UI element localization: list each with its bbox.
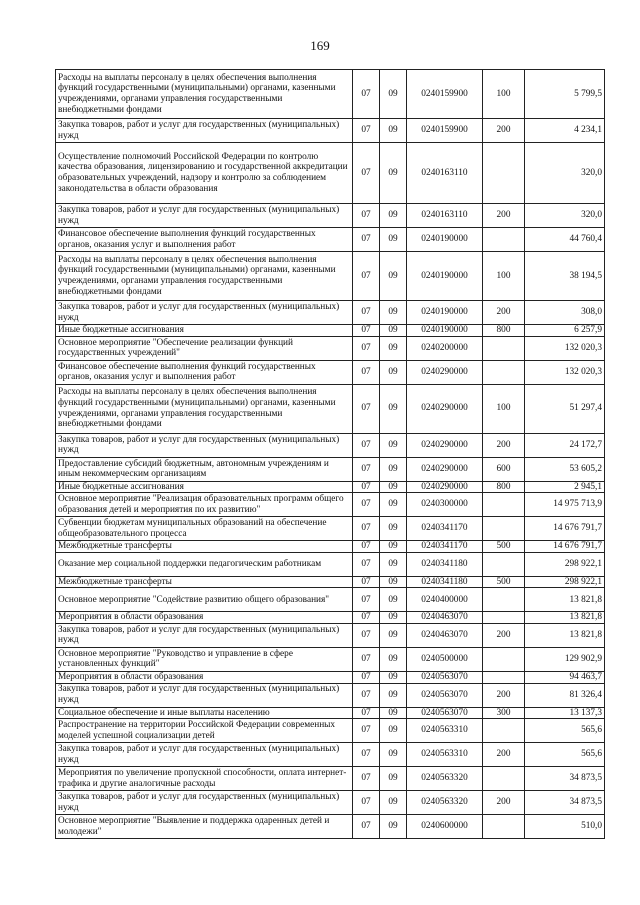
row-target-cell: 0240163110 (407, 143, 483, 204)
row-type-cell: 800 (483, 325, 525, 337)
row-type-cell (483, 552, 525, 576)
table-row (56, 671, 605, 683)
row-section-cell: 07 (353, 671, 380, 683)
page-number: 169 (310, 38, 330, 53)
row-target-cell: 0240200000 (407, 336, 483, 360)
row-sum-cell: 34 873,5 (525, 767, 605, 791)
row-section-cell: 07 (353, 143, 380, 204)
row-type-cell (483, 588, 525, 612)
row-name-cell: Мероприятия по увеличение пропускной способности, оплата интернет-трафика и другие аналогичные расходы (56, 767, 353, 791)
row-subsection-cell: 09 (380, 119, 407, 143)
row-sum-cell: 565,6 (525, 719, 605, 743)
row-section-cell: 07 (353, 815, 380, 839)
row-type-cell: 100 (483, 384, 525, 433)
row-section-cell: 07 (353, 204, 380, 228)
row-target-cell: 0240563070 (407, 707, 483, 719)
row-sum-cell: 53 605,2 (525, 457, 605, 481)
row-subsection-cell: 09 (380, 576, 407, 588)
row-target-cell: 0240159900 (407, 70, 483, 119)
row-type-cell: 500 (483, 541, 525, 553)
table-row (56, 767, 605, 791)
row-name-cell: Основное мероприятие "Реализация образовательных программ общего образования детей и мероприятия по их развитию" (56, 493, 353, 517)
row-subsection-cell: 09 (380, 204, 407, 228)
row-target-cell: 0240400000 (407, 588, 483, 612)
table-row (56, 707, 605, 719)
row-subsection-cell: 09 (380, 517, 407, 541)
row-section-cell: 07 (353, 623, 380, 647)
row-subsection-cell: 09 (380, 301, 407, 325)
row-target-cell: 0240500000 (407, 647, 483, 671)
row-name-cell: Финансовое обеспечение выполнения функций государственных органов, оказания услуг и выполнения работ (56, 360, 353, 384)
row-name-cell: Расходы на выплаты персоналу в целях обеспечения выполнения функций государственными (муниципальными) органами, казенными учреждениями, органами управления государственными внебюджетными фондами (56, 70, 353, 119)
row-name-cell: Основное мероприятие "Обеспечение реализации функций государственных учреждений" (56, 336, 353, 360)
table-row (56, 143, 605, 204)
row-sum-cell: 81 326,4 (525, 683, 605, 707)
row-target-cell: 0240159900 (407, 119, 483, 143)
row-type-cell (483, 671, 525, 683)
row-type-cell (483, 612, 525, 624)
row-subsection-cell: 09 (380, 481, 407, 493)
row-subsection-cell: 09 (380, 767, 407, 791)
table-row (56, 457, 605, 481)
row-name-cell: Распространение на территории Российской Федерации современных моделей успешной социализации детей (56, 719, 353, 743)
row-section-cell: 07 (353, 541, 380, 553)
row-name-cell: Предоставление субсидий бюджетным, автономным учреждениям и иным некоммерческим организациям (56, 457, 353, 481)
row-name-cell: Закупка товаров, работ и услуг для государственных (муниципальных) нужд (56, 119, 353, 143)
row-subsection-cell: 09 (380, 70, 407, 119)
row-target-cell: 0240290000 (407, 433, 483, 457)
row-target-cell: 0240463070 (407, 612, 483, 624)
row-subsection-cell: 09 (380, 384, 407, 433)
row-type-cell (483, 767, 525, 791)
row-subsection-cell: 09 (380, 707, 407, 719)
row-target-cell: 0240341180 (407, 552, 483, 576)
table-row (56, 743, 605, 767)
table-row (56, 541, 605, 553)
row-section-cell: 07 (353, 683, 380, 707)
row-subsection-cell: 09 (380, 743, 407, 767)
row-subsection-cell: 09 (380, 623, 407, 647)
row-target-cell: 0240300000 (407, 493, 483, 517)
row-name-cell: Оказание мер социальной поддержки педагогическим работникам (56, 552, 353, 576)
row-section-cell: 07 (353, 576, 380, 588)
row-name-cell: Расходы на выплаты персоналу в целях обеспечения выполнения функций государственными (муниципальными) органами, казенными учреждениями, органами управления государственными внебюджетными фондами (56, 252, 353, 301)
row-name-cell: Закупка товаров, работ и услуг для государственных (муниципальных) нужд (56, 743, 353, 767)
row-subsection-cell: 09 (380, 143, 407, 204)
row-subsection-cell: 09 (380, 588, 407, 612)
row-subsection-cell: 09 (380, 552, 407, 576)
row-type-cell: 200 (483, 204, 525, 228)
row-sum-cell: 6 257,9 (525, 325, 605, 337)
row-name-cell: Социальное обеспечение и иные выплаты населению (56, 707, 353, 719)
budget-table-body (56, 70, 605, 839)
row-name-cell: Финансовое обеспечение выполнения функций государственных органов, оказания услуг и выполнения работ (56, 228, 353, 252)
row-name-cell: Закупка товаров, работ и услуг для государственных (муниципальных) нужд (56, 683, 353, 707)
row-type-cell: 600 (483, 457, 525, 481)
row-type-cell (483, 360, 525, 384)
row-type-cell (483, 719, 525, 743)
row-section-cell: 07 (353, 70, 380, 119)
row-subsection-cell: 09 (380, 719, 407, 743)
row-sum-cell: 44 760,4 (525, 228, 605, 252)
row-target-cell: 0240190000 (407, 301, 483, 325)
row-type-cell: 100 (483, 70, 525, 119)
row-name-cell: Иные бюджетные ассигнования (56, 481, 353, 493)
row-subsection-cell: 09 (380, 612, 407, 624)
table-row (56, 493, 605, 517)
row-section-cell: 07 (353, 707, 380, 719)
row-section-cell: 07 (353, 228, 380, 252)
row-subsection-cell: 09 (380, 683, 407, 707)
row-target-cell: 0240341180 (407, 576, 483, 588)
row-sum-cell: 132 020,3 (525, 336, 605, 360)
table-row (56, 252, 605, 301)
row-target-cell: 0240563320 (407, 791, 483, 815)
row-target-cell: 0240163110 (407, 204, 483, 228)
row-section-cell: 07 (353, 301, 380, 325)
row-sum-cell: 13 821,8 (525, 612, 605, 624)
row-sum-cell: 14 975 713,9 (525, 493, 605, 517)
row-subsection-cell: 09 (380, 228, 407, 252)
row-target-cell: 0240563310 (407, 719, 483, 743)
row-type-cell (483, 228, 525, 252)
row-section-cell: 07 (353, 552, 380, 576)
row-type-cell: 300 (483, 707, 525, 719)
row-target-cell: 0240290000 (407, 457, 483, 481)
row-target-cell: 0240290000 (407, 481, 483, 493)
table-row (56, 384, 605, 433)
row-name-cell: Закупка товаров, работ и услуг для государственных (муниципальных) нужд (56, 204, 353, 228)
row-section-cell: 07 (353, 588, 380, 612)
table-row (56, 647, 605, 671)
table-row (56, 719, 605, 743)
row-name-cell: Закупка товаров, работ и услуг для государственных (муниципальных) нужд (56, 301, 353, 325)
table-row (56, 683, 605, 707)
row-section-cell: 07 (353, 336, 380, 360)
table-row (56, 517, 605, 541)
row-name-cell: Осуществление полномочий Российской Федерации по контролю качества образования, лицензированию и государственной аккредитации образовательных учреждений, надзору и контролю за соблюдением законодательства в области образования (56, 143, 353, 204)
table-row (56, 228, 605, 252)
row-type-cell (483, 493, 525, 517)
table-row (56, 433, 605, 457)
row-name-cell: Мероприятия в области образования (56, 671, 353, 683)
row-target-cell: 0240341170 (407, 517, 483, 541)
row-sum-cell: 2 945,1 (525, 481, 605, 493)
table-row (56, 815, 605, 839)
row-target-cell: 0240563310 (407, 743, 483, 767)
row-section-cell: 07 (353, 612, 380, 624)
row-target-cell: 0240190000 (407, 228, 483, 252)
row-sum-cell: 5 799,5 (525, 70, 605, 119)
table-row (56, 204, 605, 228)
row-sum-cell: 34 873,5 (525, 791, 605, 815)
row-target-cell: 0240563070 (407, 683, 483, 707)
row-type-cell: 200 (483, 301, 525, 325)
row-type-cell (483, 647, 525, 671)
row-target-cell: 0240190000 (407, 252, 483, 301)
row-section-cell: 07 (353, 457, 380, 481)
row-type-cell (483, 336, 525, 360)
row-subsection-cell: 09 (380, 336, 407, 360)
row-name-cell: Иные бюджетные ассигнования (56, 325, 353, 337)
row-section-cell: 07 (353, 493, 380, 517)
row-subsection-cell: 09 (380, 647, 407, 671)
row-name-cell: Закупка товаров, работ и услуг для государственных (муниципальных) нужд (56, 623, 353, 647)
row-subsection-cell: 09 (380, 671, 407, 683)
row-sum-cell: 565,6 (525, 743, 605, 767)
table-row (56, 576, 605, 588)
row-sum-cell: 129 902,9 (525, 647, 605, 671)
row-subsection-cell: 09 (380, 325, 407, 337)
row-subsection-cell: 09 (380, 252, 407, 301)
table-row (56, 791, 605, 815)
table-row (56, 325, 605, 337)
row-sum-cell: 13 821,8 (525, 623, 605, 647)
row-sum-cell: 132 020,3 (525, 360, 605, 384)
row-name-cell: Мероприятия в области образования (56, 612, 353, 624)
row-sum-cell: 308,0 (525, 301, 605, 325)
row-type-cell: 200 (483, 791, 525, 815)
row-section-cell: 07 (353, 360, 380, 384)
row-name-cell: Субвенции бюджетам муниципальных образований на обеспечение общеобразовательного процесса (56, 517, 353, 541)
row-section-cell: 07 (353, 743, 380, 767)
row-section-cell: 07 (353, 433, 380, 457)
row-sum-cell: 24 172,7 (525, 433, 605, 457)
table-row (56, 552, 605, 576)
row-target-cell: 0240190000 (407, 325, 483, 337)
row-target-cell: 0240563320 (407, 767, 483, 791)
row-type-cell: 200 (483, 623, 525, 647)
row-section-cell: 07 (353, 517, 380, 541)
row-type-cell: 800 (483, 481, 525, 493)
row-target-cell: 0240290000 (407, 360, 483, 384)
table-row (56, 612, 605, 624)
row-type-cell (483, 815, 525, 839)
row-subsection-cell: 09 (380, 493, 407, 517)
row-section-cell: 07 (353, 325, 380, 337)
row-target-cell: 0240341170 (407, 541, 483, 553)
row-name-cell: Расходы на выплаты персоналу в целях обеспечения выполнения функций государственными (муниципальными) органами, казенными учреждениями, органами управления государственными внебюджетными фондами (56, 384, 353, 433)
row-subsection-cell: 09 (380, 360, 407, 384)
row-sum-cell: 320,0 (525, 204, 605, 228)
row-name-cell: Закупка товаров, работ и услуг для государственных (муниципальных) нужд (56, 433, 353, 457)
row-sum-cell: 38 194,5 (525, 252, 605, 301)
row-name-cell: Основное мероприятие "Содействие развитию общего образования" (56, 588, 353, 612)
row-subsection-cell: 09 (380, 433, 407, 457)
row-section-cell: 07 (353, 647, 380, 671)
row-target-cell: 0240563070 (407, 671, 483, 683)
row-sum-cell: 14 676 791,7 (525, 541, 605, 553)
row-sum-cell: 510,0 (525, 815, 605, 839)
row-type-cell (483, 517, 525, 541)
row-subsection-cell: 09 (380, 791, 407, 815)
row-type-cell: 200 (483, 683, 525, 707)
row-section-cell: 07 (353, 767, 380, 791)
row-name-cell: Закупка товаров, работ и услуг для государственных (муниципальных) нужд (56, 791, 353, 815)
row-sum-cell: 13 137,3 (525, 707, 605, 719)
row-section-cell: 07 (353, 791, 380, 815)
row-target-cell: 0240463070 (407, 623, 483, 647)
row-type-cell: 100 (483, 252, 525, 301)
row-section-cell: 07 (353, 384, 380, 433)
row-name-cell: Основное мероприятие "Руководство и управление в сфере установленных функций" (56, 647, 353, 671)
table-row (56, 588, 605, 612)
row-target-cell: 0240600000 (407, 815, 483, 839)
row-sum-cell: 298 922,1 (525, 552, 605, 576)
row-name-cell: Межбюджетные трансферты (56, 541, 353, 553)
row-sum-cell: 14 676 791,7 (525, 517, 605, 541)
row-section-cell: 07 (353, 252, 380, 301)
row-type-cell: 500 (483, 576, 525, 588)
row-target-cell: 0240290000 (407, 384, 483, 433)
row-type-cell (483, 143, 525, 204)
row-type-cell: 200 (483, 743, 525, 767)
row-section-cell: 07 (353, 119, 380, 143)
table-row (56, 336, 605, 360)
budget-table (55, 69, 605, 839)
row-sum-cell: 51 297,4 (525, 384, 605, 433)
table-row (56, 360, 605, 384)
row-sum-cell: 298 922,1 (525, 576, 605, 588)
row-type-cell: 200 (483, 119, 525, 143)
row-sum-cell: 94 463,7 (525, 671, 605, 683)
row-subsection-cell: 09 (380, 457, 407, 481)
row-name-cell: Основное мероприятие "Выявление и поддержка одаренных детей и молодежи" (56, 815, 353, 839)
table-row (56, 623, 605, 647)
row-subsection-cell: 09 (380, 541, 407, 553)
row-subsection-cell: 09 (380, 815, 407, 839)
row-sum-cell: 4 234,1 (525, 119, 605, 143)
row-section-cell: 07 (353, 719, 380, 743)
row-sum-cell: 13 821,8 (525, 588, 605, 612)
row-name-cell: Межбюджетные трансферты (56, 576, 353, 588)
row-sum-cell: 320,0 (525, 143, 605, 204)
row-section-cell: 07 (353, 481, 380, 493)
table-row (56, 119, 605, 143)
table-row (56, 301, 605, 325)
table-row (56, 70, 605, 119)
table-row (56, 481, 605, 493)
row-type-cell: 200 (483, 433, 525, 457)
